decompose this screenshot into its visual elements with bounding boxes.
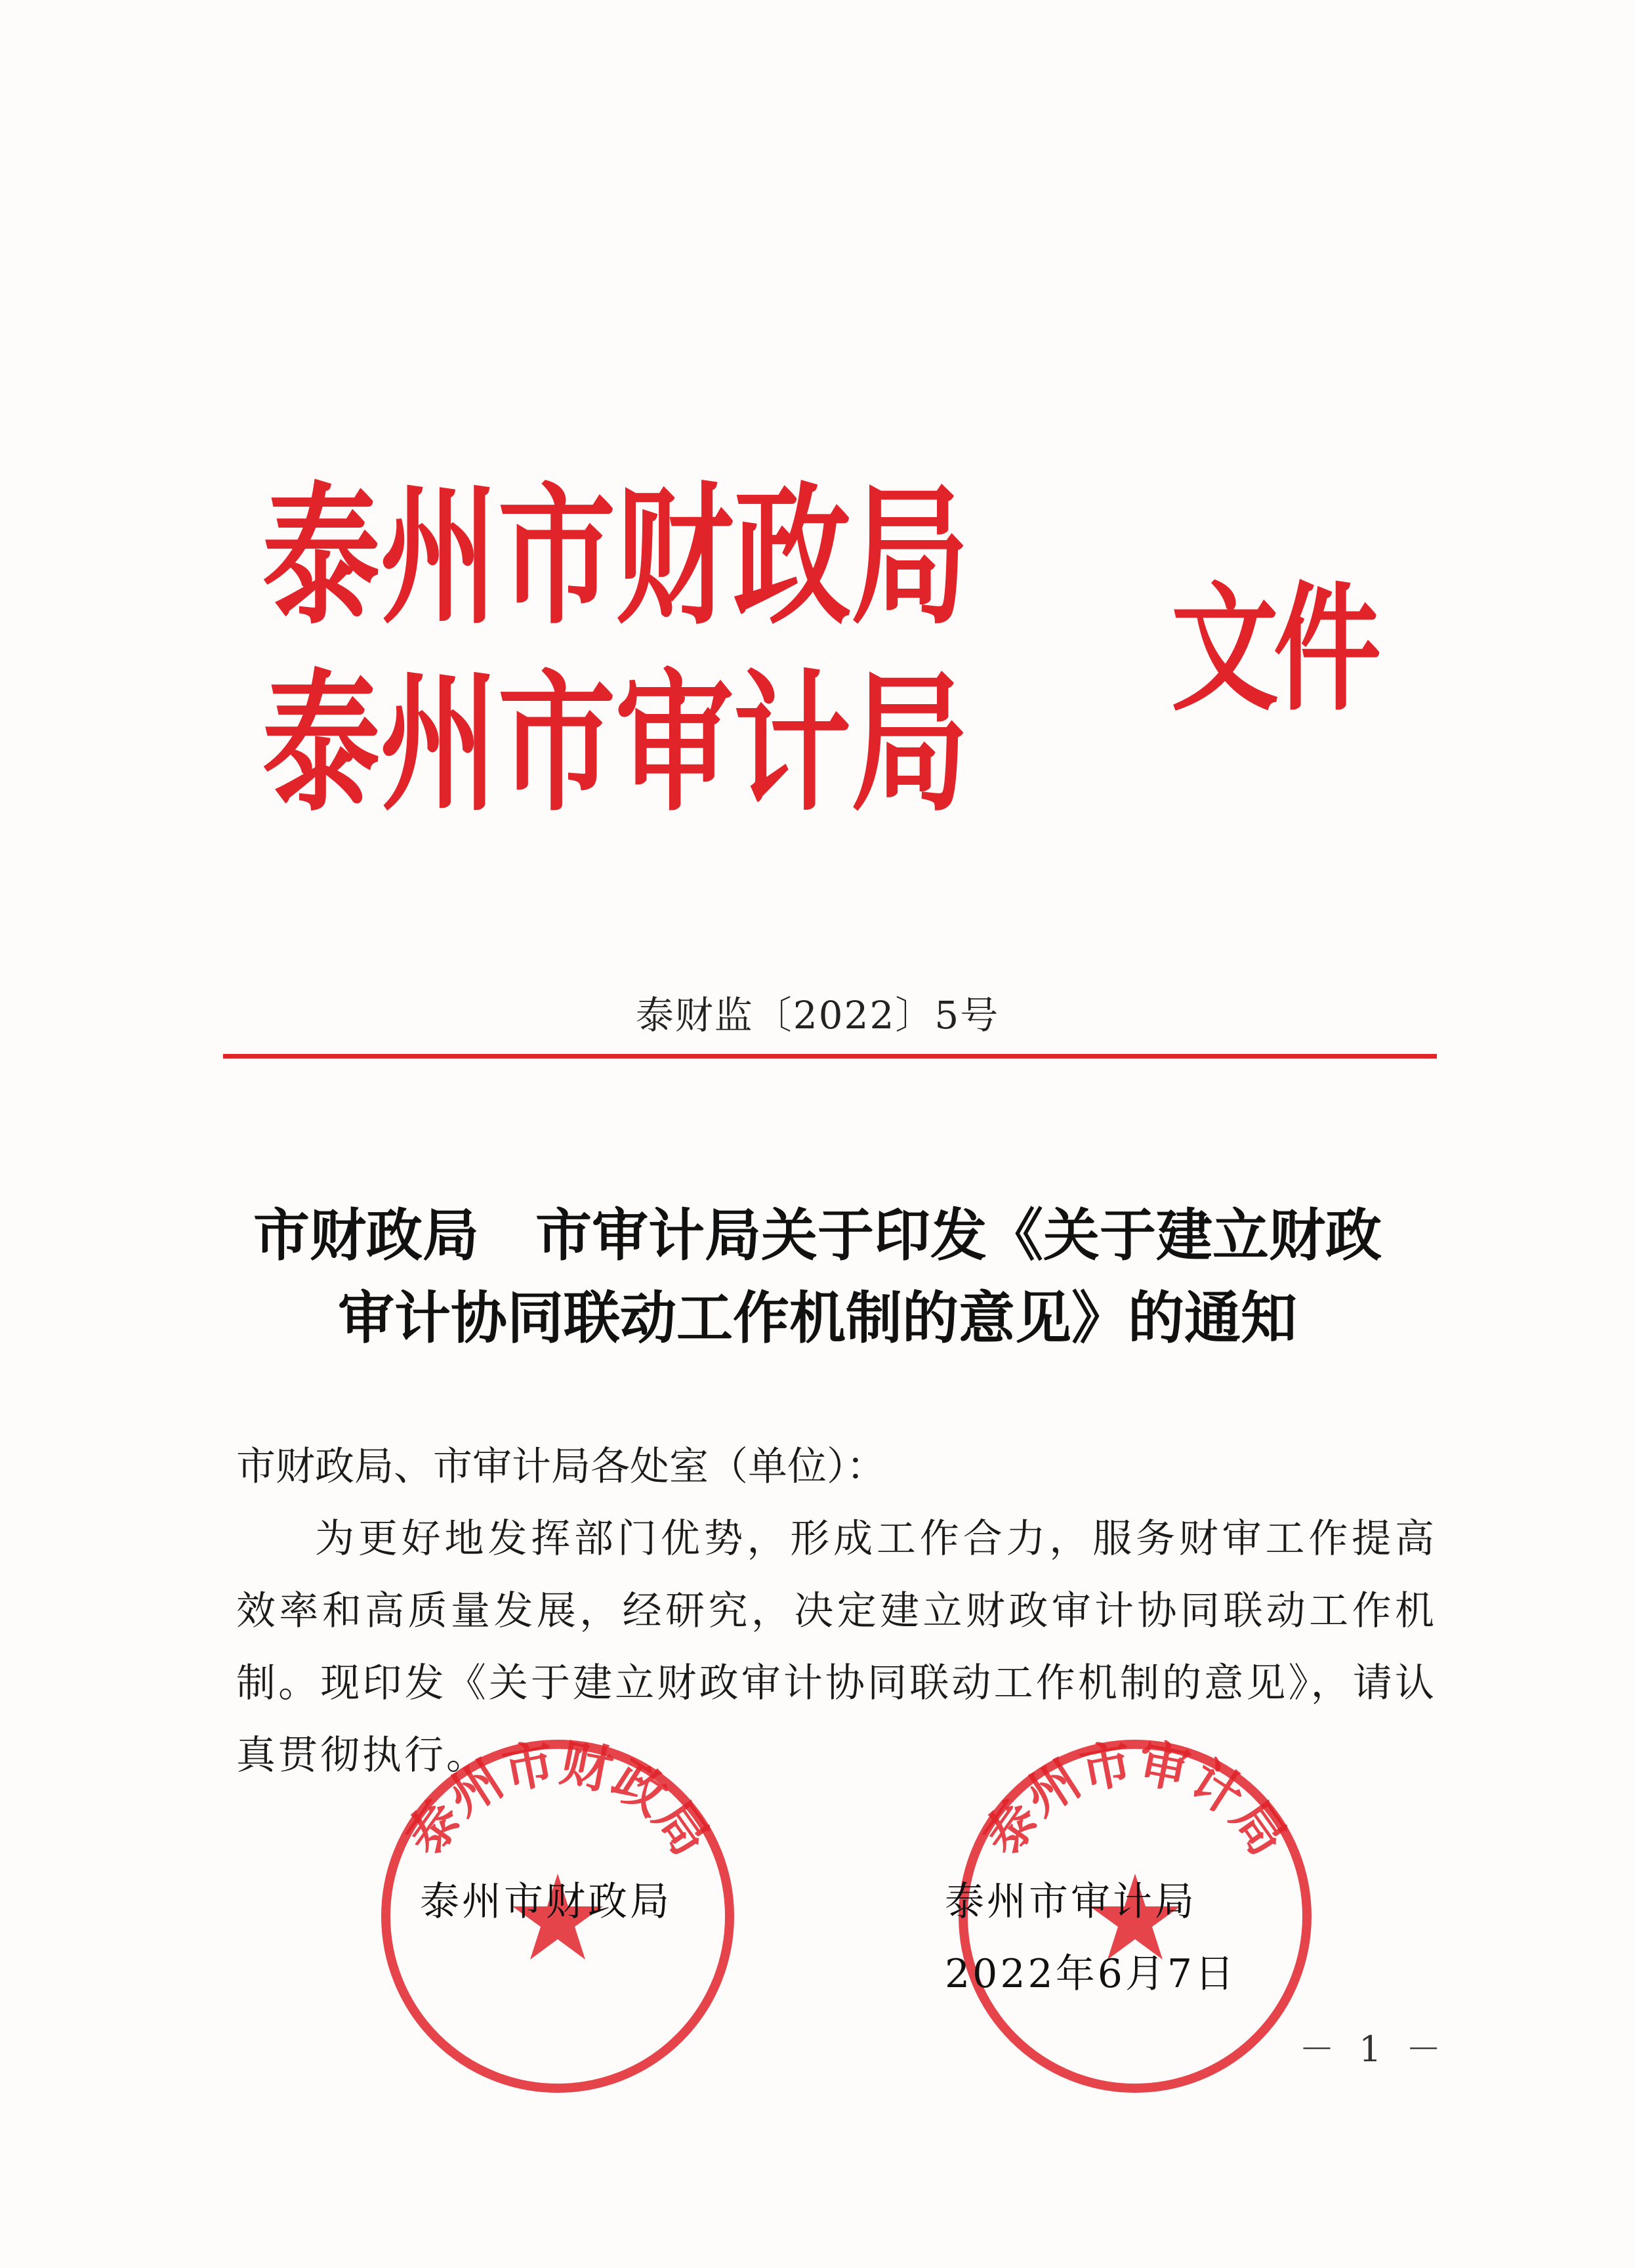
masthead-suffix: 文件 bbox=[1171, 569, 1376, 730]
masthead-char: 计 bbox=[733, 657, 852, 832]
masthead-char: 市 bbox=[497, 657, 616, 832]
svg-text:泰州市审计局 bbox=[973, 1734, 1298, 1866]
masthead-line-audit-bureau bbox=[262, 657, 969, 832]
title-line-1: 市财政局 市审计局关于印发《关于建立财政 bbox=[253, 1203, 1382, 1269]
document-title bbox=[0, 1194, 1635, 1360]
masthead-char: 泰 bbox=[262, 657, 381, 832]
title-line-2: 审计协同联动工作机制的意见》的通知 bbox=[338, 1286, 1297, 1351]
seal-text: 泰州市财政局 bbox=[395, 1733, 720, 1866]
masthead bbox=[262, 472, 1411, 866]
body-paragraph: 为更好地发挥部门优势，形成工作合力，服务财审工作提高效率和高质量发展，经研究，决定建立财政审计协同联动工作机制。现印发《关于建立财政审计协同联动工作机制的意见》，请认真贯彻执行。 bbox=[236, 1516, 1437, 1778]
masthead-char: 州 bbox=[380, 470, 498, 645]
masthead-char: 审 bbox=[615, 657, 734, 832]
signature-finance-bureau: 泰州市财政局 bbox=[420, 1879, 672, 1925]
masthead-char: 市 bbox=[497, 470, 616, 645]
signature-audit-bureau: 泰州市审计局 bbox=[945, 1879, 1197, 1925]
masthead-char: 州 bbox=[380, 657, 498, 832]
document-number: 泰财监〔2022〕5号 bbox=[635, 993, 1000, 1038]
page-number: － 1 － bbox=[1299, 2028, 1448, 2070]
red-divider bbox=[223, 1054, 1437, 1059]
svg-text:泰州市财政局 bbox=[396, 1734, 720, 1866]
masthead-char: 局 bbox=[851, 657, 969, 832]
issue-date: 2022年6月7日 bbox=[945, 1951, 1237, 1997]
masthead-char: 财 bbox=[615, 470, 734, 645]
masthead-char: 泰 bbox=[262, 470, 381, 645]
masthead-char: 政 bbox=[733, 470, 852, 645]
seal-text: 泰州市审计局 bbox=[972, 1733, 1298, 1866]
masthead-char: 局 bbox=[851, 470, 969, 645]
recipient-line: 市财政局、市审计局各处室（单位）： bbox=[236, 1444, 886, 1490]
masthead-line-finance-bureau bbox=[262, 472, 968, 643]
